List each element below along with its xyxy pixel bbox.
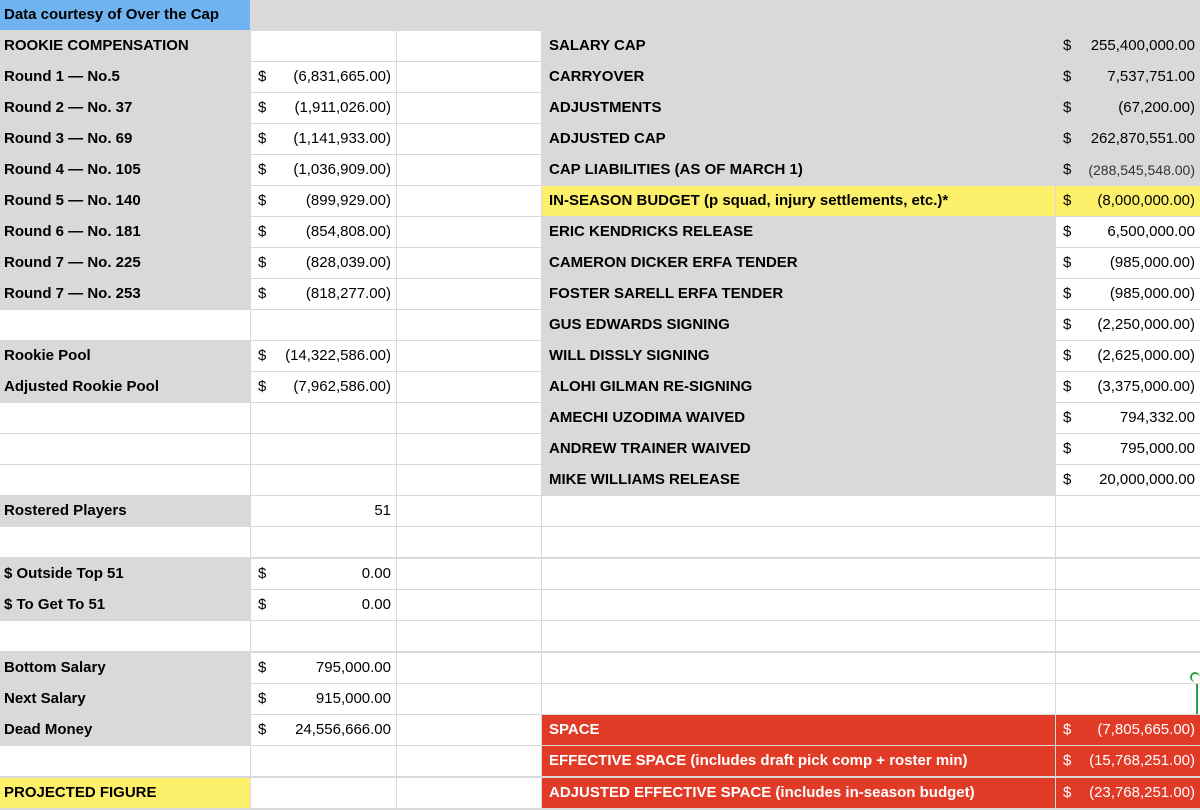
empty-cell[interactable] [397,715,541,745]
amount-value: (7,962,586.00) [293,378,391,395]
sheet-row [0,434,1200,464]
cap-liabilities-label[interactable]: CAP LIABILITIES (AS OF MARCH 1) [542,155,1055,185]
adjustments-amount[interactable] [1056,93,1200,123]
amount-value: (7,805,665.00) [1097,721,1195,738]
currency-symbol: $ [1063,285,1072,302]
amount-value: (2,625,000.00) [1097,347,1195,364]
empty-cell[interactable] [397,465,541,495]
amount-value: (1,141,933.00) [293,130,391,147]
currency-symbol: $ [1063,161,1072,178]
pick-amount[interactable] [251,217,396,247]
pick-label[interactable]: Round 4 — No. 105 [0,155,250,185]
amount-value: (15,768,251.00) [1089,752,1195,769]
dead-money-amount[interactable] [251,715,396,745]
sheet-row [0,372,1200,402]
amount-value: (3,375,000.00) [1097,378,1195,395]
transaction-amount[interactable] [1056,403,1200,433]
sheet-row [0,746,1200,776]
empty-cell[interactable] [397,186,541,216]
currency-symbol: $ [1063,440,1072,457]
pick-amount[interactable] [251,93,396,123]
sheet-row [0,778,1200,808]
amount-value: (14,322,586.00) [285,347,391,364]
sheet-row [0,31,1200,61]
currency-symbol: $ [1063,68,1072,85]
pick-label[interactable]: Round 7 — No. 225 [0,248,250,278]
empty-cell[interactable] [542,684,1055,714]
sheet-row [0,186,1200,216]
count-value: 51 [374,502,391,519]
pick-amount[interactable] [251,62,396,92]
sheet-row [0,527,1200,557]
sheet-row [0,684,1200,714]
rostered-players-label[interactable]: Rostered Players [0,496,250,526]
amount-value: (23,768,251.00) [1089,784,1195,801]
space-amount[interactable] [1056,715,1200,745]
empty-cell[interactable] [397,403,541,433]
empty-cell[interactable] [542,559,1055,589]
next-salary-amount[interactable] [251,684,396,714]
transaction-amount[interactable] [1056,310,1200,340]
empty-cell[interactable] [1056,590,1200,620]
transaction-label[interactable]: ALOHI GILMAN RE-SIGNING [542,372,1055,402]
dead-money-label[interactable]: Dead Money [0,715,250,745]
empty-cell[interactable] [397,248,541,278]
currency-symbol: $ [1063,752,1072,769]
currency-symbol: $ [258,99,267,116]
amount-value: (899,929.00) [305,192,391,209]
effective-space-label[interactable]: EFFECTIVE SPACE (includes draft pick comp + roster min) [542,746,1055,776]
empty-cell[interactable] [0,403,250,433]
adjusted-effective-space-label[interactable]: ADJUSTED EFFECTIVE SPACE (includes in-season budget) [542,778,1055,808]
currency-symbol: $ [258,285,267,302]
bottom-salary-label[interactable]: Bottom Salary [0,653,250,683]
pick-amount[interactable] [251,248,396,278]
empty-cell[interactable] [251,31,396,61]
amount-value: 795,000.00 [315,659,391,676]
currency-symbol: $ [1063,254,1072,271]
empty-cell[interactable] [397,31,541,61]
amount-value: 794,332.00 [1119,409,1195,426]
rookie-pool-label[interactable]: Rookie Pool [0,341,250,371]
transaction-label[interactable]: CAMERON DICKER ERFA TENDER [542,248,1055,278]
empty-cell[interactable] [397,746,541,776]
transaction-amount[interactable] [1056,465,1200,495]
empty-cell[interactable] [397,279,541,309]
currency-symbol: $ [1063,347,1072,364]
sheet-row [0,248,1200,278]
effective-space-amount[interactable] [1056,746,1200,776]
currency-symbol: $ [258,565,267,582]
empty-cell[interactable] [1056,0,1200,30]
empty-cell[interactable] [0,746,250,776]
empty-cell[interactable] [397,93,541,123]
empty-cell[interactable] [542,621,1055,651]
empty-cell[interactable] [0,527,250,557]
empty-cell[interactable] [397,217,541,247]
empty-cell[interactable] [251,465,396,495]
credit-cell[interactable]: Data courtesy of Over the Cap [0,0,250,30]
empty-cell[interactable] [397,341,541,371]
empty-cell[interactable] [0,621,250,651]
empty-cell[interactable] [251,778,396,808]
in-season-budget-amount[interactable] [1056,186,1200,216]
pick-label[interactable]: Round 7 — No. 253 [0,279,250,309]
selection-handle[interactable] [1190,672,1200,682]
empty-cell[interactable] [251,434,396,464]
empty-cell[interactable] [397,124,541,154]
currency-symbol: $ [1063,223,1072,240]
cap-liabilities-amount[interactable] [1056,155,1200,185]
sheet-row [0,341,1200,371]
transaction-amount[interactable] [1056,341,1200,371]
amount-value: (854,808.00) [305,223,391,240]
transaction-label[interactable]: FOSTER SARELL ERFA TENDER [542,279,1055,309]
currency-symbol: $ [1063,37,1072,54]
pick-label[interactable]: Round 6 — No. 181 [0,217,250,247]
empty-cell[interactable] [251,310,396,340]
amount-value: (828,039.00) [305,254,391,271]
space-label[interactable]: SPACE [542,715,1055,745]
currency-symbol: $ [1063,99,1072,116]
empty-cell[interactable] [397,496,541,526]
amount-value: (288,545,548.00) [1088,162,1195,178]
currency-symbol: $ [258,161,267,178]
amount-value: 795,000.00 [1119,440,1195,457]
selection-border [1196,684,1198,714]
pick-label[interactable]: Round 3 — No. 69 [0,124,250,154]
amount-value: (985,000.00) [1109,254,1195,271]
empty-cell[interactable] [542,527,1055,557]
transaction-label[interactable]: AMECHI UZODIMA WAIVED [542,403,1055,433]
currency-symbol: $ [258,721,267,738]
amount-value: (67,200.00) [1118,99,1195,116]
empty-cell[interactable] [0,434,250,464]
currency-symbol: $ [258,254,267,271]
amount-value: 0.00 [361,565,391,582]
currency-symbol: $ [1063,721,1072,738]
currency-symbol: $ [1063,471,1072,488]
transaction-amount[interactable] [1056,279,1200,309]
amount-value: 20,000,000.00 [1099,471,1195,488]
sheet-row [0,403,1200,433]
transaction-label[interactable]: GUS EDWARDS SIGNING [542,310,1055,340]
pick-amount[interactable] [251,155,396,185]
sheet-row [0,559,1200,589]
sheet-row [0,621,1200,651]
amount-value: (1,036,909.00) [293,161,391,178]
pick-label[interactable]: Round 5 — No. 140 [0,186,250,216]
pick-amount[interactable] [251,124,396,154]
to-get-to-51-amount[interactable] [251,590,396,620]
adjusted-rookie-pool-amount[interactable] [251,372,396,402]
currency-symbol: $ [1063,192,1072,209]
empty-cell[interactable] [251,0,396,30]
empty-cell[interactable] [397,155,541,185]
amount-value: 262,870,551.00 [1090,130,1195,147]
empty-cell[interactable] [397,62,541,92]
sheet-row [0,590,1200,620]
currency-symbol: $ [1063,784,1072,801]
amount-value: (2,250,000.00) [1097,316,1195,333]
transaction-label[interactable]: WILL DISSLY SIGNING [542,341,1055,371]
amount-value: 255,400,000.00 [1090,37,1195,54]
empty-cell[interactable] [397,434,541,464]
rookie-pool-amount[interactable] [251,341,396,371]
rostered-players-value[interactable] [251,496,396,526]
empty-cell[interactable] [0,310,250,340]
empty-cell[interactable] [397,527,541,557]
sheet-row [0,124,1200,154]
sheet-row [0,465,1200,495]
sheet-row [0,715,1200,745]
amount-value: (985,000.00) [1109,285,1195,302]
transaction-label[interactable]: ERIC KENDRICKS RELEASE [542,217,1055,247]
amount-value: (8,000,000.00) [1097,192,1195,209]
empty-cell[interactable] [397,653,541,683]
currency-symbol: $ [258,347,267,364]
empty-cell[interactable] [542,496,1055,526]
amount-value: 915,000.00 [315,690,391,707]
in-season-budget-label[interactable]: IN-SEASON BUDGET (p squad, injury settlements, etc.)* [542,186,1055,216]
adjusted-cap-amount[interactable] [1056,124,1200,154]
transaction-label[interactable]: ANDREW TRAINER WAIVED [542,434,1055,464]
currency-symbol: $ [258,596,267,613]
pick-label[interactable]: Round 2 — No. 37 [0,93,250,123]
transaction-label[interactable]: MIKE WILLIAMS RELEASE [542,465,1055,495]
empty-cell[interactable] [542,653,1055,683]
amount-value: 6,500,000.00 [1107,223,1195,240]
empty-cell[interactable] [251,621,396,651]
empty-cell[interactable] [1056,684,1200,714]
currency-symbol: $ [258,68,267,85]
sheet-row [0,217,1200,247]
pick-amount[interactable] [251,186,396,216]
empty-cell[interactable] [397,559,541,589]
empty-cell[interactable] [397,372,541,402]
empty-cell[interactable] [251,527,396,557]
empty-cell[interactable] [251,403,396,433]
empty-cell[interactable] [1056,559,1200,589]
bottom-salary-amount[interactable] [251,653,396,683]
currency-symbol: $ [258,130,267,147]
carryover-label[interactable]: CARRYOVER [542,62,1055,92]
sheet-row [0,279,1200,309]
currency-symbol: $ [258,690,267,707]
empty-cell[interactable] [1056,653,1200,683]
amount-value: 7,537,751.00 [1107,68,1195,85]
sheet-row [0,62,1200,92]
pick-label[interactable]: Round 1 — No.5 [0,62,250,92]
adjusted-rookie-pool-label[interactable]: Adjusted Rookie Pool [0,372,250,402]
currency-symbol: $ [258,378,267,395]
adjusted-cap-label[interactable]: ADJUSTED CAP [542,124,1055,154]
salary-cap-amount[interactable] [1056,31,1200,61]
currency-symbol: $ [1063,378,1072,395]
empty-cell[interactable] [1056,496,1200,526]
currency-symbol: $ [258,223,267,240]
outside-top51-amount[interactable] [251,559,396,589]
currency-symbol: $ [258,192,267,209]
empty-cell[interactable] [397,621,541,651]
currency-symbol: $ [1063,409,1072,426]
currency-symbol: $ [1063,316,1072,333]
pick-amount[interactable] [251,279,396,309]
empty-cell[interactable] [397,684,541,714]
sheet-row [0,0,1200,30]
empty-cell[interactable] [1056,621,1200,651]
sheet-row [0,310,1200,340]
empty-cell[interactable] [397,590,541,620]
amount-value: 24,556,666.00 [295,721,391,738]
next-salary-label[interactable]: Next Salary [0,684,250,714]
sheet-row [0,93,1200,123]
adjusted-effective-space-amount[interactable] [1056,778,1200,808]
empty-cell[interactable] [1056,527,1200,557]
transaction-amount[interactable] [1056,248,1200,278]
adjustments-label[interactable]: ADJUSTMENTS [542,93,1055,123]
salary-cap-label[interactable]: SALARY CAP [542,31,1055,61]
amount-value: (6,831,665.00) [293,68,391,85]
amount-value: (1,911,026.00) [294,99,391,116]
carryover-amount[interactable] [1056,62,1200,92]
empty-cell[interactable] [397,0,541,30]
empty-cell[interactable] [397,778,541,808]
to-get-to-51-label[interactable]: $ To Get To 51 [0,590,250,620]
empty-cell[interactable] [397,310,541,340]
transaction-amount[interactable] [1056,372,1200,402]
amount-value: (818,277.00) [305,285,391,302]
empty-cell[interactable] [251,746,396,776]
rookie-compensation-header[interactable]: ROOKIE COMPENSATION [0,31,250,61]
sheet-row [0,496,1200,526]
empty-cell[interactable] [542,590,1055,620]
projected-figure-label[interactable]: PROJECTED FIGURE [0,778,250,808]
currency-symbol: $ [258,659,267,676]
empty-cell[interactable] [542,0,1055,30]
outside-top51-label[interactable]: $ Outside Top 51 [0,559,250,589]
currency-symbol: $ [1063,130,1072,147]
transaction-amount[interactable] [1056,434,1200,464]
empty-cell[interactable] [0,465,250,495]
amount-value: 0.00 [361,596,391,613]
transaction-amount[interactable] [1056,217,1200,247]
sheet-row [0,155,1200,185]
sheet-row [0,653,1200,683]
